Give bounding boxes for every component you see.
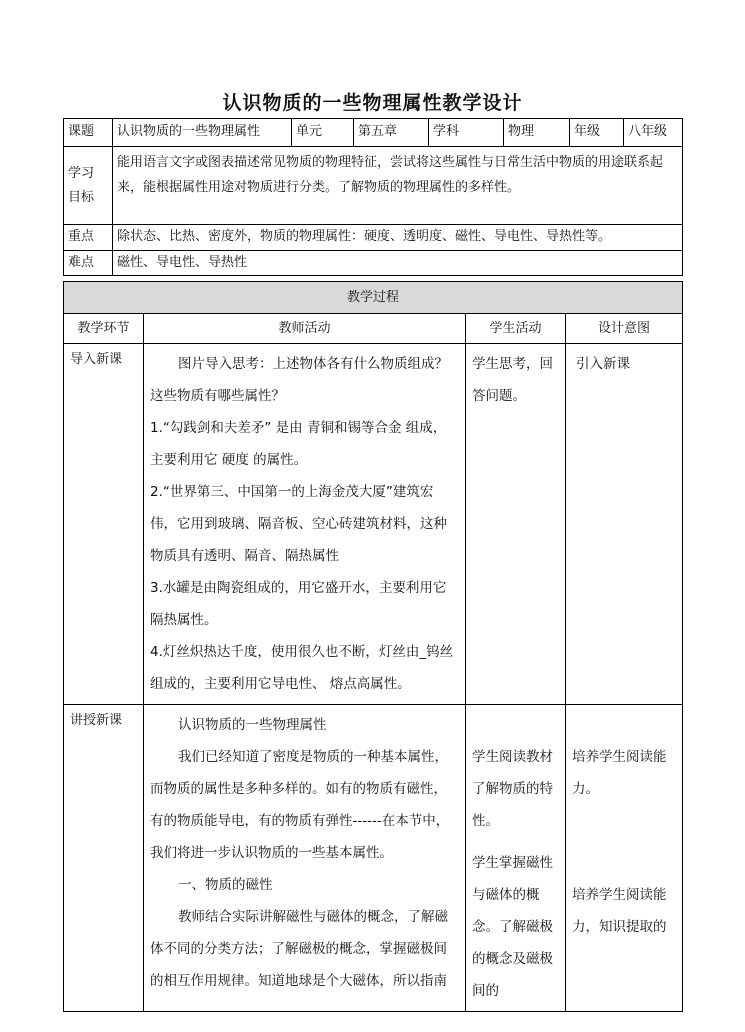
teacher-paragraph: 认识物质的一些物理属性 [178, 717, 327, 733]
grade-value: 八年级 [624, 119, 683, 147]
goal-label-line-2: 目标 [68, 190, 95, 205]
teacher-paragraph: 1.“勾践剑和夫差矛” 是由 青铜和锡等合金 组成，主要利用它 硬度 的属性。 [150, 420, 447, 468]
student-paragraph: 学生掌握磁性与磁体的概念。了解磁极的概念及磁极间的 [472, 855, 553, 999]
teacher-paragraph: 一、物质的磁性 [178, 877, 273, 893]
grade-label: 年级 [570, 119, 624, 147]
difficulty-label: 难点 [64, 251, 113, 276]
student-paragraph: 学生思考，回答问题。 [472, 356, 553, 404]
unit-value: 第五章 [354, 119, 429, 147]
col-student-header: 学生活动 [466, 314, 566, 344]
teacher-paragraph: 3.水罐是由陶瓷组成的，用它盛开水，主要利用它隔热属性。 [150, 580, 447, 628]
teacher-paragraph: 我们已经知道了密度是物质的一种基本属性，而物质的属性是多种多样的。如有的物质有磁性，有的物质能导电，有的物质有弹性------在本节中，我们将进一步认识物质的一些基本属性。 [150, 749, 450, 861]
col-teacher-header: 教师活动 [144, 314, 466, 344]
col-intent-header: 设计意图 [566, 314, 683, 344]
unit-label: 单元 [292, 119, 354, 147]
design-intent-new-lesson [566, 705, 683, 1012]
intent-paragraph: 培养学生阅读能力。 [572, 749, 667, 797]
table-row [64, 344, 683, 705]
teacher-paragraph: 2.“世界第三、中国第一的上海金茂大厦”建筑宏伟，它用到玻璃、隔音板、空心砖建筑材料，这种物质具有透明、隔音、隔热属性 [150, 484, 447, 564]
intent-paragraph: 培养学生阅读能力，知识提取的 [572, 887, 667, 935]
teacher-paragraph: 4.灯丝炽热达千度，使用很久也不断，灯丝由_钨丝组成的，主要利用它导电性、 熔点高属性。 [150, 644, 454, 692]
design-intent-intro [566, 344, 683, 705]
course-label: 课题 [64, 119, 113, 147]
table-row [64, 705, 683, 1012]
student-activity-new-lesson [466, 705, 566, 1012]
col-stage-header: 教学环节 [64, 314, 144, 344]
teacher-activity-intro [144, 344, 466, 705]
student-activity-intro [466, 344, 566, 705]
goal-label-line-1: 学习 [68, 166, 95, 181]
subject-value: 物理 [504, 119, 570, 147]
difficulty-text: 磁性、导电性、导热性 [113, 251, 683, 276]
intent-paragraph: 引入新课 [576, 356, 630, 372]
key-label: 重点 [64, 225, 113, 251]
process-header: 教学过程 [64, 282, 683, 314]
document-title: 认识物质的一些物理属性教学设计 [222, 92, 523, 114]
teacher-paragraph: 教师结合实际讲解磁性与磁体的概念，了解磁体不同的分类方法；了解磁极的概念，掌握磁极间的相互作用规律。知道地球是个大磁体，所以指南 [150, 909, 448, 989]
subject-label: 学科 [429, 119, 504, 147]
course-info-table [63, 118, 683, 276]
teaching-process-table [63, 281, 683, 1012]
goal-text: 能用语言文字或图表描述常见物质的物理特征，尝试将这些属性与日常生活中物质的用途联系起来，能根据属性用途对物质进行分类。了解物质的物理属性的多样性。 [113, 147, 683, 225]
goal-label [64, 147, 113, 225]
stage-intro: 导入新课 [64, 344, 144, 705]
teacher-paragraph: 图片导入思考：上述物体各有什么物质组成？这些物质有哪些属性？ [150, 356, 448, 404]
student-paragraph: 学生阅读教材了解物质的特性。 [472, 749, 553, 829]
course-value: 认识物质的一些物理属性 [113, 119, 292, 147]
teacher-activity-new-lesson [144, 705, 466, 1012]
key-text: 除状态、比热、密度外，物质的物理属性：硬度、透明度、磁性、导电性、导热性等。 [113, 225, 683, 251]
stage-new-lesson: 讲授新课 [64, 705, 144, 1012]
